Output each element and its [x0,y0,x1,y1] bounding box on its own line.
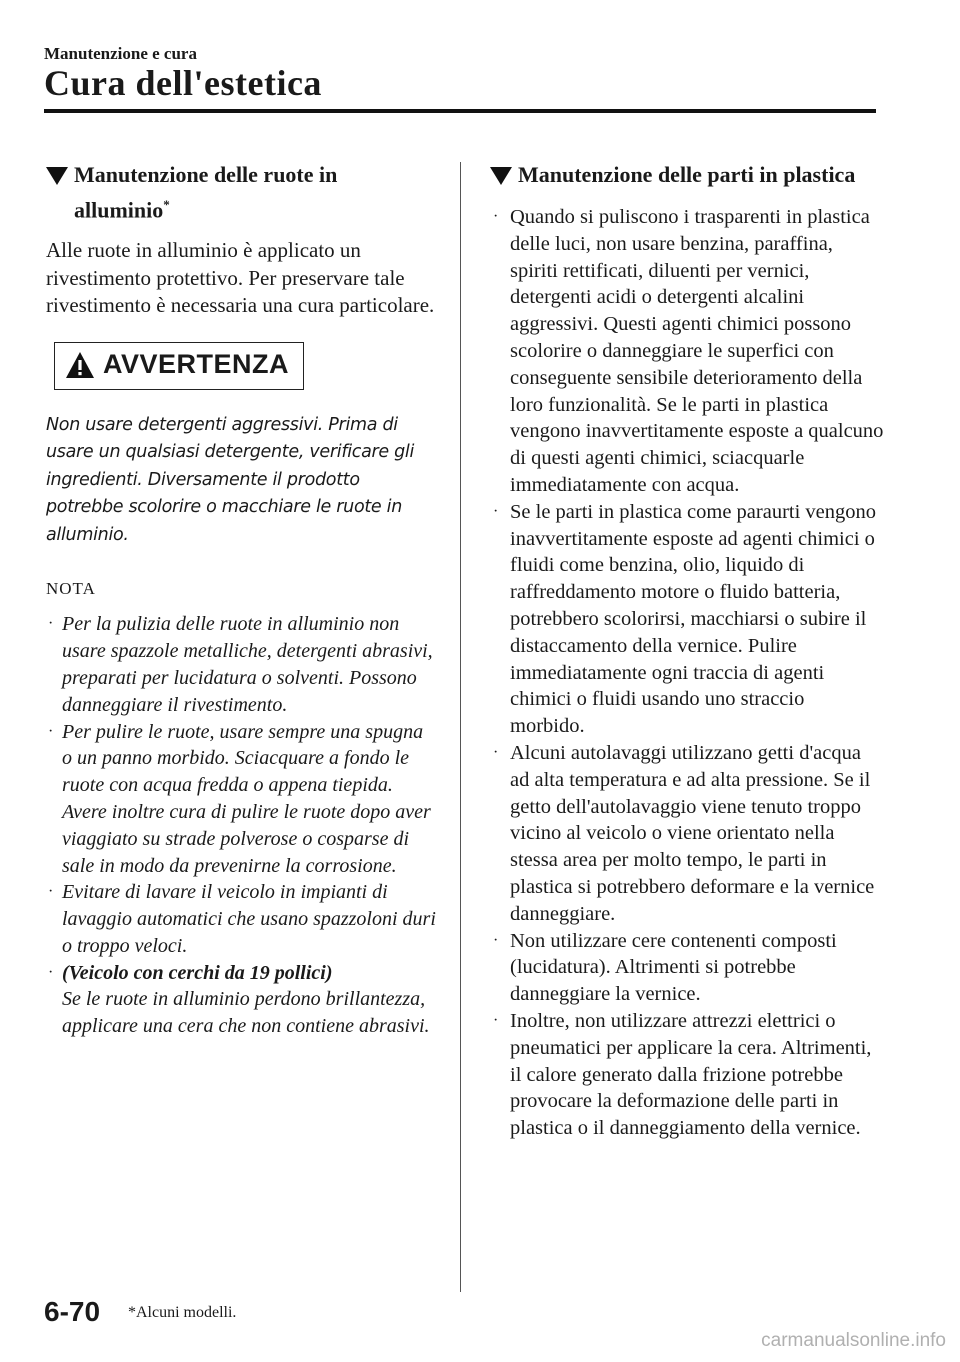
note-text: Se le ruote in alluminio perdono brillantezza, applicare una cera che non contiene abrasivi. [62,988,430,1038]
list-item [490,740,884,928]
triangle-bullet-icon [490,167,512,185]
list-item [490,1008,884,1142]
bullet-dot-icon: · [493,931,499,949]
item-text: Inoltre, non utilizzare attrezzi elettrici o pneumatici per applicare la cera. Altrimenti, il calore generato dalla frizione potrebbe provocare la deformazione delle parti in plastica o il danneggiamento della vernice. [510,1009,872,1140]
column-divider [460,162,461,1292]
watermark: carmanualsonline.info [761,1330,946,1351]
warning-text: Non usare detergenti aggressivi. Prima di usare un qualsiasi detergente, verificare gli ingredienti. Diversamente il prodotto potrebbe scolorire o macchiare le ruote in alluminio. [46,414,415,545]
note-lead: (Veicolo con cerchi da 19 pollici) [62,961,333,984]
list-item [490,928,884,1008]
item-text: Alcuni autolavaggi utilizzano getti d'acqua ad alta temperatura e ad alta pressione. Se il getto dell'autolavaggio viene tenuto troppo vicino al veicolo o viene orientato nella stessa area per molto tempo, le parti in plastica si potrebbero deformare e la vernice danneggiare. [510,741,875,925]
warning-label: AVVERTENZA [103,348,290,379]
page-title: Cura dell'estetica [44,63,322,103]
nota-label: NOTA [46,579,96,599]
right-column [490,160,884,1142]
bullet-dot-icon: · [48,883,54,901]
list-item [46,611,438,718]
item-text: Se le parti in plastica come paraurti vengono inavvertitamente esposte ad agenti chimici o fluidi come benzina, olio, liquido di raffreddamento motore o fluido batteria, potrebbero scolorirsi, macchiarsi o subire il distaccamento della vernice. Pulire immediatamente ogni traccia di agenti chimici o fluidi usando uno straccio morbido. [510,500,877,738]
section-label: Manutenzione e cura [44,44,197,63]
list-item [46,719,438,880]
note-text: Per pulire le ruote, usare sempre una spugna o un panno morbido. Sciacquare a fondo le ruote con acqua fredda o appena tiepida. Avere inoltre cura di pulire le ruote dopo aver viaggiato su strade polverose o cosparse di sale in modo da prevenirne la corrosione. [62,720,431,877]
bullet-dot-icon: · [493,502,499,520]
list-item [46,960,438,1040]
heading-text: Manutenzione delle parti in plastica [518,162,856,187]
page-number: 6-70 [44,1296,101,1327]
footnote: *Alcuni modelli. [128,1304,237,1321]
list-item [46,879,438,959]
bullet-dot-icon: · [493,743,499,761]
bullet-dot-icon: · [493,208,499,225]
note-text: Per la pulizia delle ruote in alluminio non usare spazzole metalliche, detergenti abrasivi, preparati per lucidatura o solventi. Possono danneggiare il rivestimento. [62,613,433,716]
bullet-dot-icon: · [48,722,54,740]
bullet-dot-icon: · [48,615,54,633]
triangle-bullet-icon [46,167,68,185]
item-text: Non utilizzare cere contenenti composti (lucidatura). Altrimenti si potrebbe danneggiare la vernice. [510,929,837,1006]
note-text: Evitare di lavare il veicolo in impianti di lavaggio automatici che usano spazzoloni duri o troppo veloci. [62,881,436,957]
plastic-parts-heading [490,160,884,190]
warning-box [54,342,304,390]
bullet-dot-icon: · [48,963,54,981]
warning-triangle-icon [65,351,95,379]
plastic-care-list [490,204,884,1142]
aluminium-wheels-heading [46,160,438,225]
list-item [490,499,884,740]
list-item [490,204,884,499]
title-rule [44,109,876,113]
notes-list [46,611,438,1040]
item-text: Quando si puliscono i trasparenti in plastica delle luci, non usare benzina, paraffina, spiriti rettificati, diluenti per vernici, detergenti acidi o detergenti alcalini aggressivi. Questi agenti chimici possono scolorire o danneggiare le superfici con conseguente sensibile deterioramento della loro funzionalità. Se le parti in plastica vengono inavvertitamente esposte a qualcuno di questi agenti chimici, sciacquarle immediatamente con acqua. [510,206,884,496]
bullet-dot-icon: · [493,1011,499,1029]
intro-paragraph: Alle ruote in alluminio è applicato un rivestimento protettivo. Per preservare tale rivestimento è necessaria una cura particolare. [46,238,435,318]
heading-asterisk: * [163,197,170,212]
heading-text: Manutenzione delle ruote in alluminio [74,162,338,223]
left-column [46,160,438,1040]
